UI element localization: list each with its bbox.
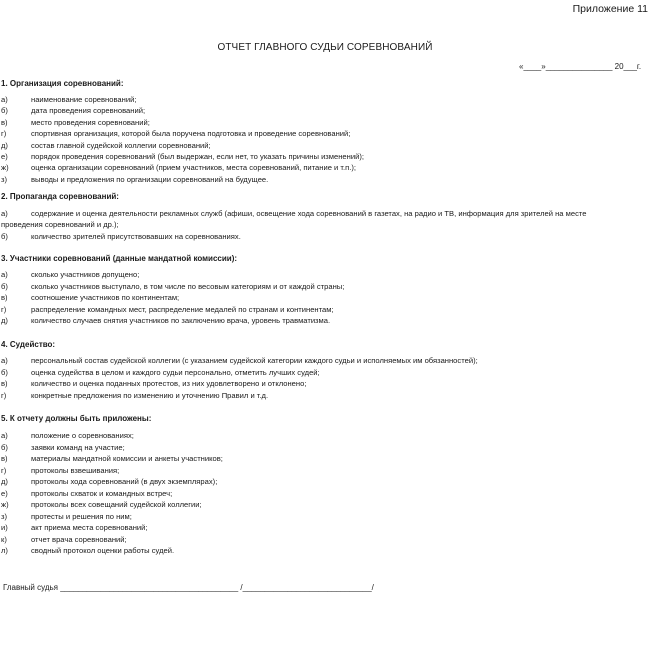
list-item-text: персональный состав судейской коллегии (с указанием судейской категории каждого судьи и исполняемых им обязанностей); <box>31 356 478 365</box>
section-2-heading: 2. Пропаганда соревнований: <box>1 192 119 201</box>
list-item-text: дата проведения соревнований; <box>31 106 146 116</box>
list-item-letter: б) <box>1 106 8 116</box>
appendix-label: Приложение 11 <box>572 3 648 15</box>
list-item-continuation: проведения соревнований и др.); <box>1 220 119 230</box>
list-item-letter: д) <box>1 477 8 486</box>
list-item-letter: а) <box>1 356 8 365</box>
list-item-text: спортивная организация, которой была поручена подготовка и проведение соревнований; <box>31 129 351 139</box>
list-item-letter: а) <box>1 209 8 218</box>
list-item-letter: г) <box>1 129 7 139</box>
list-item-text: порядок проведения соревнований (был выдержан, если нет, то указать причины изменений); <box>31 152 364 161</box>
list-item-letter: и) <box>1 523 8 532</box>
list-item-text: место проведения соревнований; <box>31 117 150 127</box>
list-item-letter: в) <box>1 454 8 463</box>
list-item-text: количество зрителей присутствовавших на соревнованиях. <box>31 231 241 241</box>
list-item-text: соотношение участников по континентам; <box>31 293 180 302</box>
date-line: «____»_______________ 20___г. <box>519 62 642 71</box>
list-item-text: состав главной судейской коллегии соревнований; <box>31 140 211 150</box>
list-item-text: сколько участников допущено; <box>31 270 140 279</box>
list-item-letter: в) <box>1 379 8 388</box>
list-item-letter: е) <box>1 152 8 161</box>
list-item-text: оценка судейства в целом и каждого судьи персонально, отметить лучших судей; <box>31 367 320 377</box>
list-item-text: оценка организации соревнований (прием участников, места соревнований, питание и т.п.); <box>31 163 357 173</box>
list-item-text: протоколы взвешивания; <box>31 465 120 475</box>
list-item-letter: л) <box>1 546 8 555</box>
list-item-text: конкретные предложения по изменению и уточнению Правил и т.д. <box>31 390 269 400</box>
list-item-letter: з) <box>1 174 8 184</box>
list-item-letter: г) <box>1 465 7 475</box>
list-item-letter: а) <box>1 270 8 279</box>
list-item-text: сводный протокол оценки работы судей. <box>31 546 175 555</box>
list-item-text: протоколы всех совещаний судейской коллегии; <box>31 500 202 509</box>
list-item-letter: д) <box>1 140 8 150</box>
list-item-text: сколько участников выступало, в том числе по весовым категориям и от каждой страны; <box>31 281 345 291</box>
list-item-text: положение о соревнованиях; <box>31 431 134 440</box>
document-title: ОТЧЕТ ГЛАВНОГО СУДЬИ СОРЕВНОВАНИЙ <box>217 42 433 53</box>
list-item-text: отчет врача соревнований; <box>31 534 127 544</box>
list-item-text: протоколы хода соревнований (в двух экземплярах); <box>31 477 218 486</box>
list-item-text: содержание и оценка деятельности рекламных служб (афиши, освещение хода соревнований в газетах, на радио и ТВ, информация для зрителей на месте <box>31 209 587 218</box>
list-item-text: количество и оценка поданных протестов, из них удовлетворено и отклонено; <box>31 379 307 388</box>
list-item-letter: б) <box>1 367 8 377</box>
list-item-letter: е) <box>1 488 8 498</box>
section-1-heading: 1. Организация соревнований: <box>1 79 124 88</box>
section-4-heading: 4. Судейство: <box>1 340 56 349</box>
signature-line: Главный судья ________________________________________ /_____________________________/ <box>3 583 374 592</box>
section-3-heading: 3. Участники соревнований (данные мандатной комиссии): <box>1 254 238 263</box>
list-item-letter: в) <box>1 117 8 127</box>
list-item-text: протоколы схваток и командных встреч; <box>31 488 173 498</box>
list-item-text: наименование соревнований; <box>31 95 137 104</box>
list-item-letter: в) <box>1 293 8 302</box>
list-item-text: количество случаев снятия участников по заключению врача, уровень травматизма. <box>31 316 331 325</box>
list-item-letter: б) <box>1 442 8 452</box>
list-item-letter: г) <box>1 390 7 400</box>
list-item-letter: ж) <box>1 163 9 173</box>
list-item-letter: г) <box>1 304 7 314</box>
list-item-letter: з) <box>1 511 8 521</box>
list-item-letter: а) <box>1 431 8 440</box>
list-item-letter: а) <box>1 95 8 104</box>
list-item-text: выводы и предложения по организации соревнований на будущее. <box>31 174 269 184</box>
section-5-heading: 5. К отчету должны быть приложены: <box>1 414 152 423</box>
list-item-text: материалы мандатной комиссии и анкеты участников; <box>31 454 223 463</box>
list-item-text: заявки команд на участие; <box>31 442 125 452</box>
list-item-text: распределение командных мест, распределение медалей по странам и континентам; <box>31 304 334 314</box>
list-item-text: протесты и решения по ним; <box>31 511 132 521</box>
list-item-text: акт приема места соревнований; <box>31 523 148 532</box>
list-item-letter: ж) <box>1 500 9 509</box>
list-item-letter: б) <box>1 231 8 241</box>
list-item-letter: д) <box>1 316 8 325</box>
list-item-letter: б) <box>1 281 8 291</box>
list-item-letter: к) <box>1 534 7 544</box>
